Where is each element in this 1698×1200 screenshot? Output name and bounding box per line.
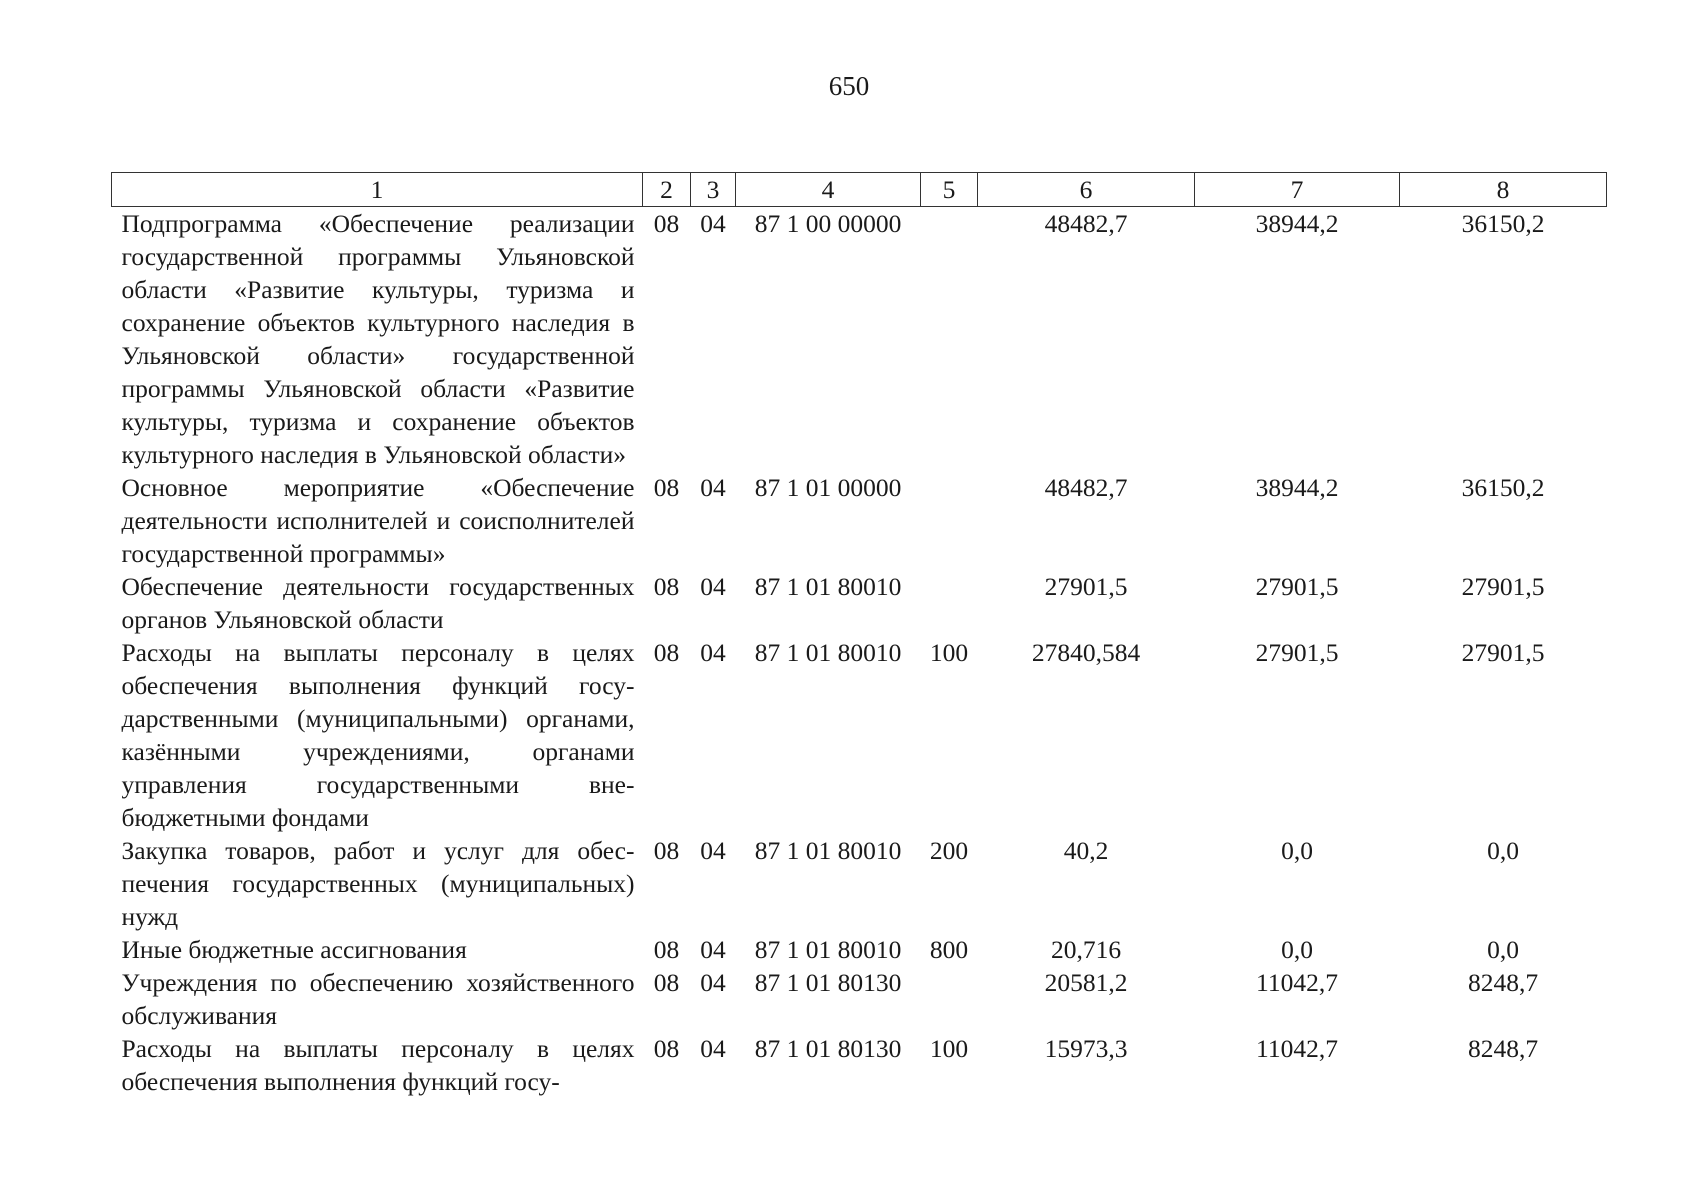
table-row <box>112 207 1607 472</box>
row-name: Основное мероприятие «Обеспечение деятельности исполнителей и соисполнителей государственной программы» <box>121 473 635 568</box>
row-value-col6: 48482,7 <box>1044 473 1128 502</box>
row-podrazdel: 04 <box>700 935 726 964</box>
row-razdel: 08 <box>653 1034 680 1063</box>
row-podrazdel: 04 <box>700 473 726 502</box>
row-csr: 87 1 01 80010 <box>754 572 902 601</box>
header-col-6: 6 <box>978 173 1195 207</box>
row-podrazdel: 04 <box>700 638 726 667</box>
row-value-col6: 48482,7 <box>1044 209 1128 238</box>
row-razdel: 08 <box>653 935 680 964</box>
row-vr: 100 <box>929 638 969 667</box>
row-name: Учреждения по обеспечению хозяйственного обслуживания <box>121 968 635 1030</box>
row-razdel: 08 <box>653 836 680 865</box>
row-csr: 87 1 01 80010 <box>754 935 902 964</box>
header-col-1: 1 <box>112 173 643 207</box>
header-row <box>112 173 1607 207</box>
header-col-8: 8 <box>1400 173 1607 207</box>
row-csr: 87 1 01 00000 <box>754 473 902 502</box>
row-name: Закупка товаров, работ и услуг для обеспечения государственных (муниципальных) нужд <box>121 836 635 931</box>
row-vr <box>921 471 978 570</box>
header-col-7: 7 <box>1195 173 1400 207</box>
row-csr: 87 1 01 80130 <box>754 968 902 997</box>
header-col-3: 3 <box>691 173 736 207</box>
row-razdel: 08 <box>653 638 680 667</box>
row-value-col8: 36150,2 <box>1461 209 1545 238</box>
row-vr <box>921 207 978 472</box>
table-row <box>112 570 1607 636</box>
row-value-col7: 0,0 <box>1281 836 1313 865</box>
row-value-col8: 0,0 <box>1487 836 1519 865</box>
table-body <box>112 207 1607 1099</box>
row-value-col6: 20581,2 <box>1044 968 1128 997</box>
table-row <box>112 966 1607 1032</box>
row-vr: 200 <box>929 836 969 865</box>
row-value-col8: 36150,2 <box>1461 473 1545 502</box>
row-value-col6: 40,2 <box>1063 836 1109 865</box>
row-csr: 87 1 00 00000 <box>754 209 902 238</box>
row-value-col7: 38944,2 <box>1255 473 1339 502</box>
row-value-col8: 8248,7 <box>1467 1034 1539 1063</box>
row-vr: 800 <box>929 935 969 964</box>
row-value-col6: 15973,3 <box>1044 1034 1128 1063</box>
row-podrazdel: 04 <box>700 209 726 238</box>
budget-table <box>111 172 1607 1098</box>
row-razdel: 08 <box>653 968 680 997</box>
row-vr: 100 <box>929 1034 969 1063</box>
row-value-col6: 20,716 <box>1050 935 1122 964</box>
row-razdel: 08 <box>653 209 680 238</box>
row-csr: 87 1 01 80010 <box>754 836 902 865</box>
row-vr <box>921 570 978 636</box>
header-col-4: 4 <box>736 173 921 207</box>
row-podrazdel: 04 <box>700 968 726 997</box>
table-row <box>112 834 1607 933</box>
table-row <box>112 1032 1607 1098</box>
row-name: Расходы на выплаты персоналу в целях обеспечения выполнения функций госу- <box>121 1034 635 1096</box>
row-podrazdel: 04 <box>700 836 726 865</box>
row-podrazdel: 04 <box>700 572 726 601</box>
row-razdel: 08 <box>653 473 680 502</box>
row-csr: 87 1 01 80010 <box>754 638 902 667</box>
row-name: Подпрограмма «Обеспечение реализации государственной программы Ульяновской области «Развитие культуры, туризма и сохранение объектов культурного наследия в Ульяновской области» государственной программы Ульяновской области «Развитие культуры, туризма и сохранение объектов культурного наследия в Ульяновской области» <box>121 209 635 469</box>
row-value-col6: 27840,584 <box>1031 638 1141 667</box>
row-value-col7: 11042,7 <box>1256 968 1338 997</box>
row-value-col6: 27901,5 <box>1044 572 1128 601</box>
row-value-col7: 27901,5 <box>1255 638 1339 667</box>
row-vr <box>921 966 978 1032</box>
row-value-col8: 0,0 <box>1487 935 1519 964</box>
table-row <box>112 636 1607 834</box>
row-podrazdel: 04 <box>700 1034 726 1063</box>
row-value-col7: 38944,2 <box>1255 209 1339 238</box>
row-value-col7: 27901,5 <box>1255 572 1339 601</box>
row-name: Расходы на выплаты персоналу в целях обеспечения выполнения функций государственными (муниципальными) органами, казёнными учреждениями, органами управления государственными внебюджетными фондами <box>121 638 635 832</box>
table-header <box>112 173 1607 207</box>
row-value-col8: 27901,5 <box>1461 638 1545 667</box>
row-value-col8: 27901,5 <box>1461 572 1545 601</box>
row-csr: 87 1 01 80130 <box>754 1034 902 1063</box>
row-name: Обеспечение деятельности государственных органов Ульяновской области <box>121 572 635 634</box>
row-value-col8: 8248,7 <box>1467 968 1539 997</box>
table-row <box>112 933 1607 966</box>
row-name: Иные бюджетные ассигнования <box>121 935 467 964</box>
table-row <box>112 471 1607 570</box>
row-razdel: 08 <box>653 572 680 601</box>
row-value-col7: 11042,7 <box>1256 1034 1338 1063</box>
page-number: 650 <box>828 71 870 101</box>
header-col-2: 2 <box>643 173 691 207</box>
header-col-5: 5 <box>921 173 978 207</box>
row-value-col7: 0,0 <box>1281 935 1313 964</box>
